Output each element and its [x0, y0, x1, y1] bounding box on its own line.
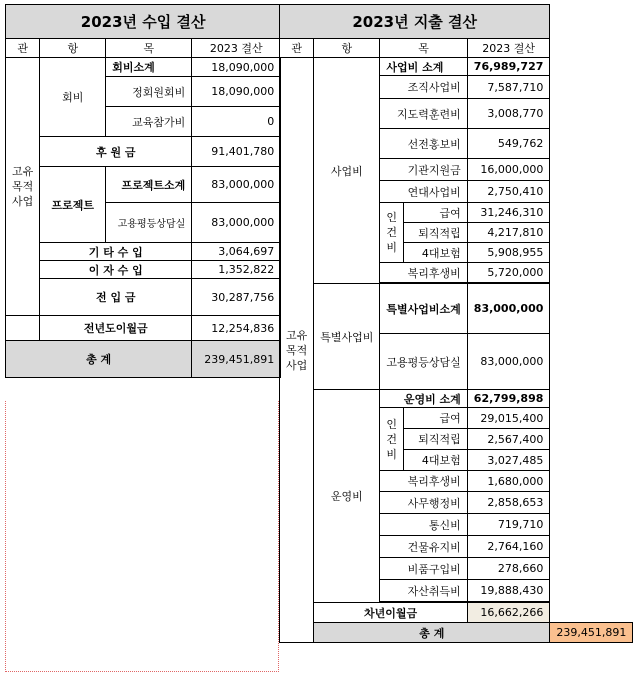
expense-mok: 4대보험	[404, 243, 468, 263]
income-project-label: 프로젝트	[40, 167, 106, 243]
expense-table	[279, 4, 633, 643]
expense-amount: 3,008,770	[467, 99, 550, 129]
expense-mok: 지도력훈련비	[380, 99, 467, 129]
expense-amount: 3,027,485	[467, 450, 550, 471]
expense-amount: 76,989,727	[467, 58, 550, 76]
expense-mok: 비품구입비	[380, 558, 467, 580]
expense-mok: 복리후생비	[380, 263, 467, 283]
expense-mok: 고용평등상담실	[380, 334, 467, 390]
income-header-mok: 목	[106, 39, 192, 58]
expense-mok: 선전홍보비	[380, 129, 467, 159]
income-title: 2023년 수입 결산	[6, 5, 281, 39]
income-header-amount: 2023 결산	[192, 39, 281, 58]
expense-amount: 719,710	[467, 514, 550, 536]
income-total-amount: 239,451,891	[192, 341, 281, 378]
expense-amount: 31,246,310	[467, 203, 550, 223]
expense-saeop-ingeonbi: 인 건 비	[380, 203, 404, 263]
income-table	[5, 4, 281, 378]
expense-carryover-label: 차년이월금	[314, 603, 468, 623]
income-amount: 0	[192, 107, 281, 137]
expense-title: 2023년 지출 결산	[280, 5, 550, 39]
income-amount: 18,090,000	[192, 77, 281, 107]
expense-mok: 퇴직적립	[404, 429, 468, 450]
expense-mok: 통신비	[380, 514, 467, 536]
income-amount: 91,401,780	[192, 137, 281, 167]
expense-total-label: 총 계	[314, 623, 550, 643]
expense-amount: 5,720,000	[467, 263, 550, 283]
expense-mok: 퇴직적립	[404, 223, 468, 243]
expense-header-hang: 항	[314, 39, 380, 58]
income-hoebi-label: 회비	[40, 58, 106, 137]
expense-operating-ingeonbi: 인 건 비	[380, 408, 404, 471]
expense-mok: 복리후생비	[380, 471, 467, 492]
income-gita-label: 기 타 수 입	[40, 243, 192, 261]
expense-amount: 2,750,410	[467, 181, 550, 203]
expense-special-label: 특별사업비	[314, 284, 380, 390]
expense-saeop-label: 사업비	[314, 58, 380, 284]
income-jeonip-label: 전 입 금	[40, 279, 192, 316]
expense-total-amount: 239,451,891	[550, 623, 633, 643]
expense-mok: 기관지원금	[380, 159, 467, 181]
expense-amount: 4,217,810	[467, 223, 550, 243]
expense-mok: 사업비 소계	[380, 58, 467, 76]
expense-amount: 83,000,000	[467, 284, 550, 334]
expense-amount: 2,858,653	[467, 492, 550, 514]
expense-amount: 5,908,955	[467, 243, 550, 263]
income-amount: 18,090,000	[192, 58, 281, 77]
income-mok: 교육참가비	[106, 107, 192, 137]
expense-amount: 83,000,000	[467, 334, 550, 390]
expense-amount: 7,587,710	[467, 76, 550, 99]
income-amount: 83,000,000	[192, 167, 281, 203]
income-mok: 회비소계	[106, 58, 192, 77]
expense-amount: 2,764,160	[467, 536, 550, 558]
expense-amount: 62,799,898	[467, 390, 550, 408]
expense-carryover-amount: 16,662,266	[467, 603, 550, 623]
expense-mok: 사무행정비	[380, 492, 467, 514]
expense-amount: 16,000,000	[467, 159, 550, 181]
expense-mok: 연대사업비	[380, 181, 467, 203]
income-mok: 프로젝트소계	[106, 167, 192, 203]
expense-amount: 549,762	[467, 129, 550, 159]
income-amount: 12,254,836	[192, 316, 281, 341]
expense-gwan: 고유 목적 사업	[280, 58, 314, 643]
expense-mok: 운영비 소계	[380, 390, 467, 408]
income-amount: 1,352,822	[192, 261, 281, 279]
income-amount: 30,287,756	[192, 279, 281, 316]
expense-amount: 2,567,400	[467, 429, 550, 450]
expense-mok: 건물유지비	[380, 536, 467, 558]
income-amount: 83,000,000	[192, 203, 281, 243]
income-ewol-label: 전년도이월금	[40, 316, 192, 341]
expense-amount: 29,015,400	[467, 408, 550, 429]
expense-header-gwan: 관	[280, 39, 314, 58]
expense-mok: 급여	[404, 203, 468, 223]
expense-amount: 1,680,000	[467, 471, 550, 492]
expense-header-amount: 2023 결산	[467, 39, 550, 58]
expense-amount: 19,888,430	[467, 580, 550, 602]
expense-header-mok: 목	[380, 39, 467, 58]
print-area-border	[5, 401, 279, 672]
income-header-gwan: 관	[6, 39, 40, 58]
expense-mok: 자산취득비	[380, 580, 467, 602]
expense-mok: 4대보험	[404, 450, 468, 471]
expense-mok: 특별사업비소계	[380, 284, 467, 334]
expense-operating-label: 운영비	[314, 390, 380, 603]
income-mok: 정회원회비	[106, 77, 192, 107]
income-huwon-label: 후 원 금	[40, 137, 192, 167]
income-mok: 고용평등상담실	[106, 203, 192, 243]
income-gwan: 고유 목적 사업	[6, 58, 40, 316]
expense-mok: 급여	[404, 408, 468, 429]
income-total-label: 총 계	[6, 341, 192, 378]
income-amount: 3,064,697	[192, 243, 281, 261]
income-ija-label: 이 자 수 입	[40, 261, 192, 279]
expense-mok: 조직사업비	[380, 76, 467, 99]
income-header-hang: 항	[40, 39, 106, 58]
expense-amount: 278,660	[467, 558, 550, 580]
